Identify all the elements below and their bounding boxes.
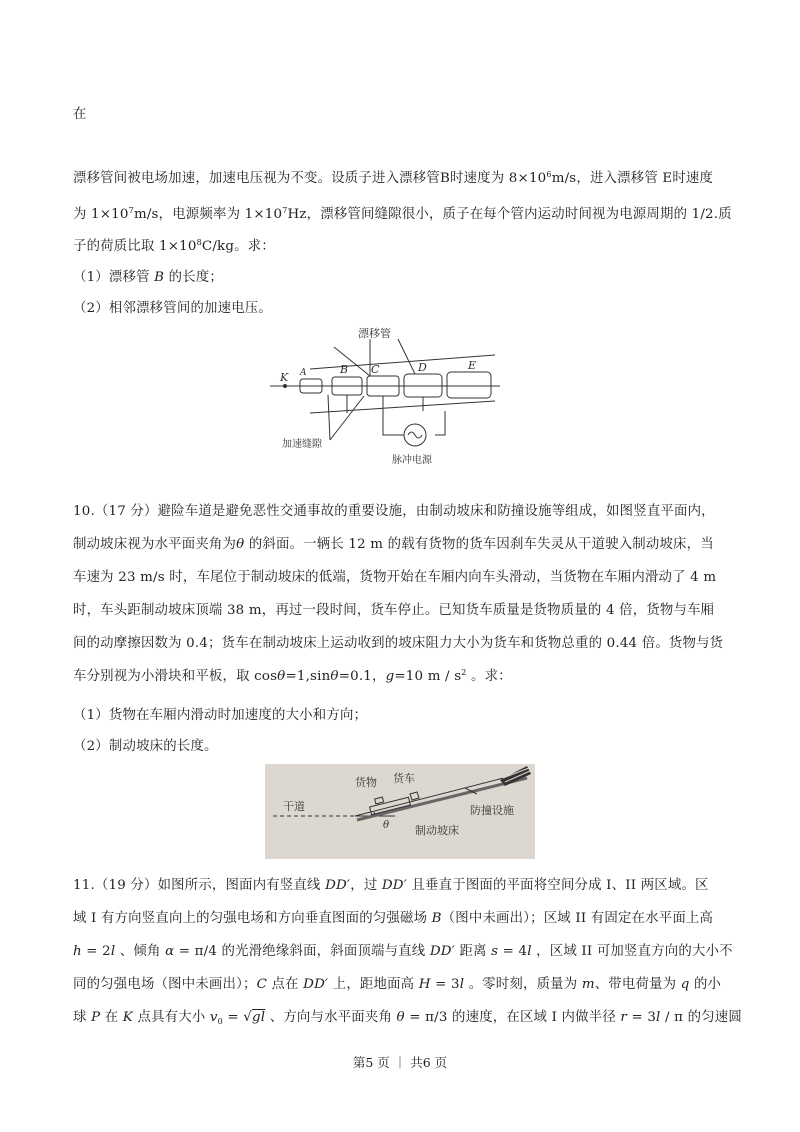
label-b: B	[340, 363, 349, 376]
q11-line-3: h = 2l 、倾角 α = π/4 的光滑绝缘斜面，斜面顶端与直线 DD′ 距离 s = 4l ，区域 II 可加竖直方向的大小不	[73, 944, 733, 959]
label-accel-gap: 加速缝隙	[282, 439, 322, 450]
label-d: D	[418, 361, 427, 374]
q10-subquestion-1: （1）货物在车厢内滑动时加速度的大小和方向；	[73, 708, 368, 723]
proton-source-dot	[283, 384, 287, 388]
q10-line-3: 车速为 23 m/s 时，车尾位于制动坡床的低端，货物开始在车厢内向车头滑动，当货物在车厢内滑动了 4 m	[73, 570, 717, 585]
source-return-lead	[435, 411, 445, 435]
q9-subquestion-1: （1）漂移管 B 的长度；	[73, 270, 224, 285]
label-theta: θ	[383, 820, 390, 831]
q10-subquestion-2: （2）制动坡床的长度。	[73, 739, 218, 754]
q11-line-5: 球 P 在 K 点具有大小 $v_0 = √gl$ 、方向与水平面夹角 θ = π/3 的速度，在区域 I 内做半径 r = 3l / π 的匀速圆	[73, 1010, 742, 1026]
q10-line-1: 10.（17 分）避险车道是避免恶性交通事故的重要设施，由制动坡床和防撞设施等组成，如图竖直平面内，	[73, 504, 715, 519]
q11-line-1: 11.（19 分）如图所示，图面内有竖直线 DD′，过 DD′ 且垂直于图面的平面将空间分成 I、II 两区域。区	[73, 878, 709, 893]
q9-line-2: 为 $1\times 10^7m/s$，电源频率为 $1\times 10^7Hz$，漂移管间缝隙很小，质子在每个管内运动时间视为电源周期的 1/2.质	[73, 206, 732, 222]
tube-c-lead	[383, 396, 395, 435]
label-c: C	[371, 363, 380, 376]
label-crash-barrier: 防撞设施	[470, 804, 514, 817]
label-main-road: 干道	[283, 800, 305, 813]
label-k: K	[280, 371, 289, 384]
q9-subquestion-2: （2）相邻漂移管间的加速电压。	[73, 301, 272, 316]
label-e: E	[468, 359, 477, 372]
truck-ramp-figure	[265, 764, 535, 859]
q10-line-6: 车分别视为小滑块和平板，取 cosθ=1,sinθ=0.1，g=10 m / $s^2$ 。求：	[73, 668, 512, 684]
q10-line-5: 间的动摩擦因数为 0.4；货车在制动坡床上运动收到的坡床阻力大小为货车和货物总重的 0.44 倍。货物与货	[73, 636, 724, 651]
page-footer: 第5 页 ｜ 共6 页	[352, 1055, 448, 1070]
label-brake-ramp: 制动坡床	[415, 824, 459, 837]
page-start-text: 在	[73, 107, 87, 122]
drift-tube-e	[447, 372, 491, 398]
q10-line-4: 时，车头距制动坡床顶端 38 m，再过一段时间，货车停止。已知货车质量是货物质量的 4 倍，货物与车厢	[73, 603, 715, 618]
q10-line-2: 制动坡床视为水平面夹角为θ 的斜面。一辆长 12 m 的载有货物的货车因刹车失灵从干道驶入制动坡床，当	[73, 537, 714, 552]
label-cargo: 货物	[355, 776, 377, 789]
q11-line-4: 同的匀强电场（图中未画出）；C 点在 DD′ 上，距地面高 H = 3l 。零时刻，质量为 m、带电荷量为 q 的小	[73, 977, 722, 992]
q11-line-2: 域 I 有方向竖直向上的匀强电场和方向垂直图面的匀强磁场 B（图中未画出）；区域 II 有固定在水平面上高	[73, 911, 714, 926]
label-pulse-power: 脉冲电源	[392, 455, 432, 466]
q9-line-1: 漂移管间被电场加速，加速电压视为不变。设质子进入漂移管B时速度为 $8\times 10^6m/s$，进入漂移管 E时速度	[73, 170, 714, 186]
label-drift-tubes: 漂移管	[358, 327, 391, 340]
ac-wave-glyph	[408, 432, 422, 438]
q9-line-3: 子的荷质比取 $1\times 10^8C/kg$。求：	[73, 238, 275, 254]
lower-bus-wire	[310, 401, 495, 413]
drift-tube-figure	[270, 325, 520, 470]
gap-pointer-1	[328, 395, 330, 440]
label-truck: 货车	[393, 772, 415, 785]
label-a: A	[300, 368, 307, 378]
pointer-line-d	[398, 339, 415, 374]
